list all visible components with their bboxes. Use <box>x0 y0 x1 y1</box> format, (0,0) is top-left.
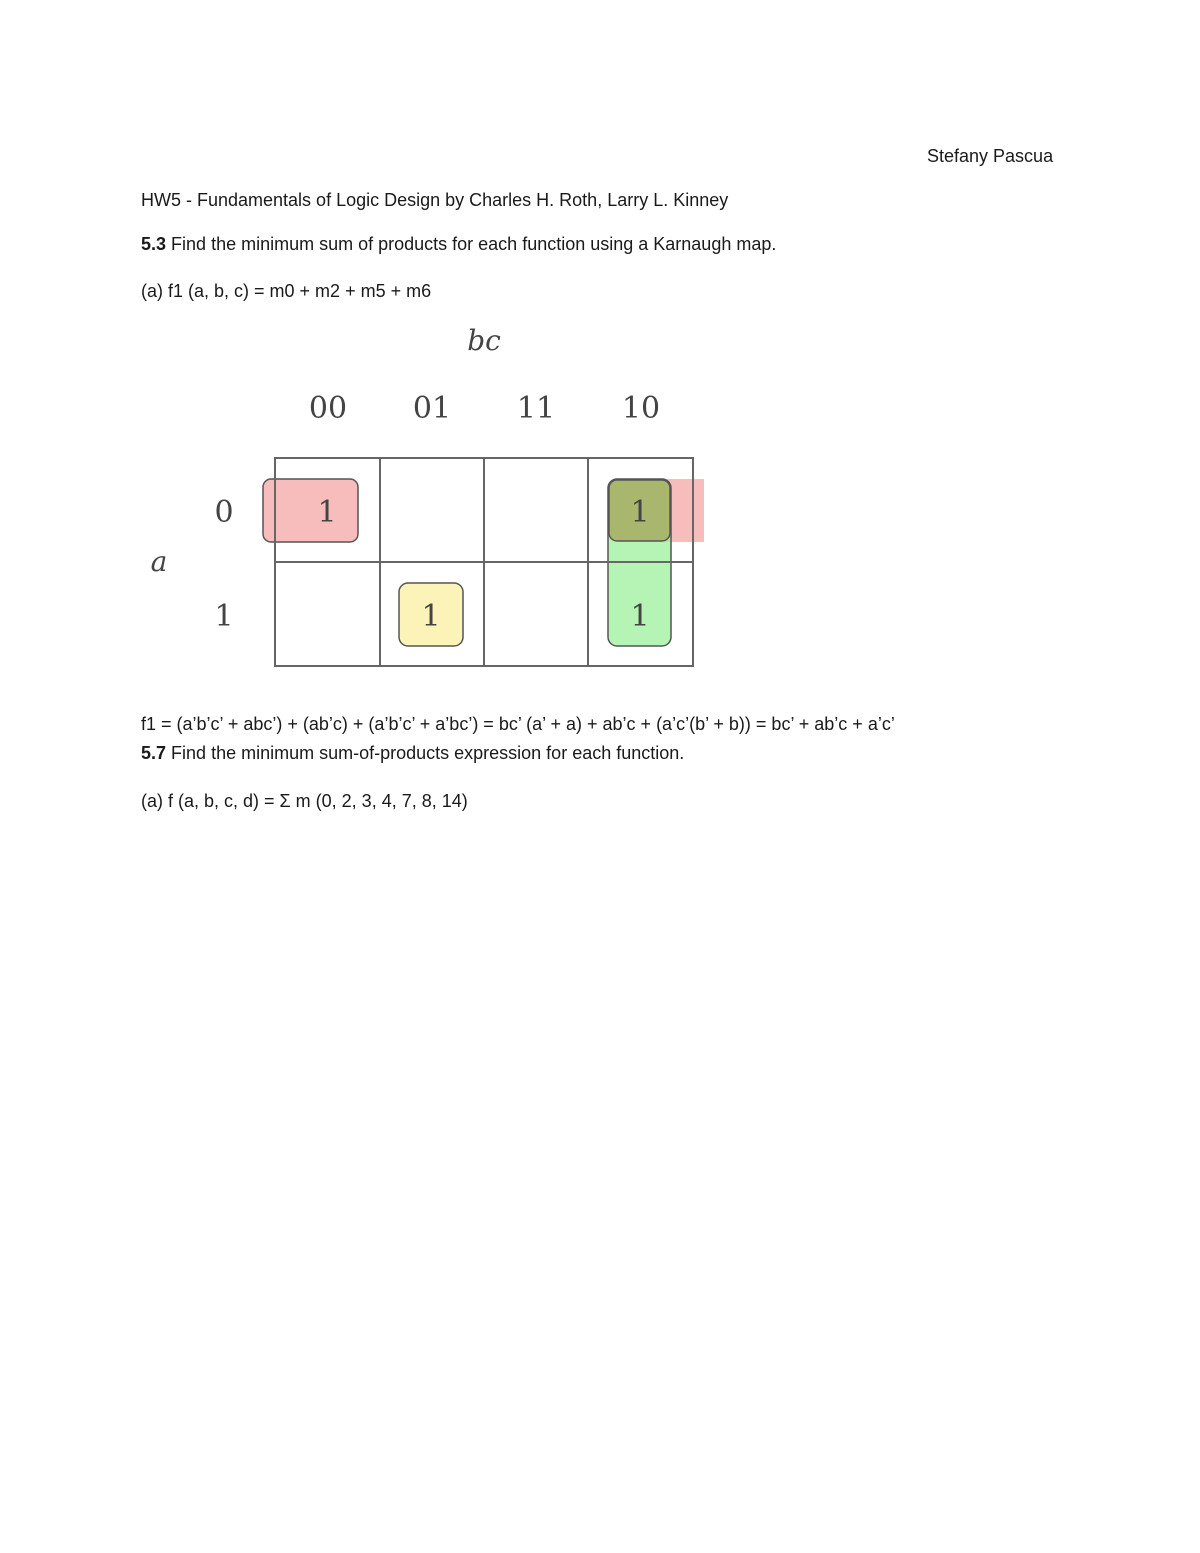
problem-5-3-part-a: (a) f1 (a, b, c) = m0 + m2 + m5 + m6 <box>141 281 432 301</box>
kmap-cell-1-01: 1 <box>421 599 441 634</box>
problem-5-3-prompt: Find the minimum sum of products for each function using a Karnaugh map. <box>171 234 777 254</box>
course-title: HW5 - Fundamentals of Logic Design by Charles H. Roth, Larry L. Kinney <box>141 190 729 210</box>
kmap-cell-0-10: 1 <box>630 495 650 530</box>
problem-5-7-part-a: (a) f (a, b, c, d) = Σ m (0, 2, 3, 4, 7, 8, 14) <box>141 791 468 811</box>
problem-5-3-solution: f1 = (a’b’c’ + abc’) + (ab’c) + (a’b’c’ + a’bc’) = bc’ (a’ + a) + ab’c + (a’c’(b’ + b)) = bc’ + ab’c + a’c’ <box>141 714 895 734</box>
kmap-row-label-0: 0 <box>214 495 234 530</box>
group-wrap-left <box>263 479 358 542</box>
problem-5-7-number: 5.7 <box>141 743 167 763</box>
kmap-cell-1-10: 1 <box>630 599 650 634</box>
kmap-row-var: a <box>150 545 168 578</box>
author-name: Stefany Pascua <box>927 146 1054 166</box>
problem-5-7-prompt: Find the minimum sum-of-products expression for each function. <box>171 743 685 763</box>
kmap-col-label-01: 01 <box>412 391 452 426</box>
kmap-cell-0-00: 1 <box>317 495 337 530</box>
problem-5-3-number: 5.3 <box>141 234 167 254</box>
kmap-col-var: bc <box>467 324 501 357</box>
kmap-col-label-00: 00 <box>308 391 348 426</box>
kmap-col-label-11: 11 <box>516 391 556 426</box>
problem-5-7-heading <box>141 742 684 764</box>
kmap-col-label-10: 10 <box>621 391 661 426</box>
kmap-row-label-1: 1 <box>214 599 234 634</box>
karnaugh-map <box>0 0 1200 700</box>
